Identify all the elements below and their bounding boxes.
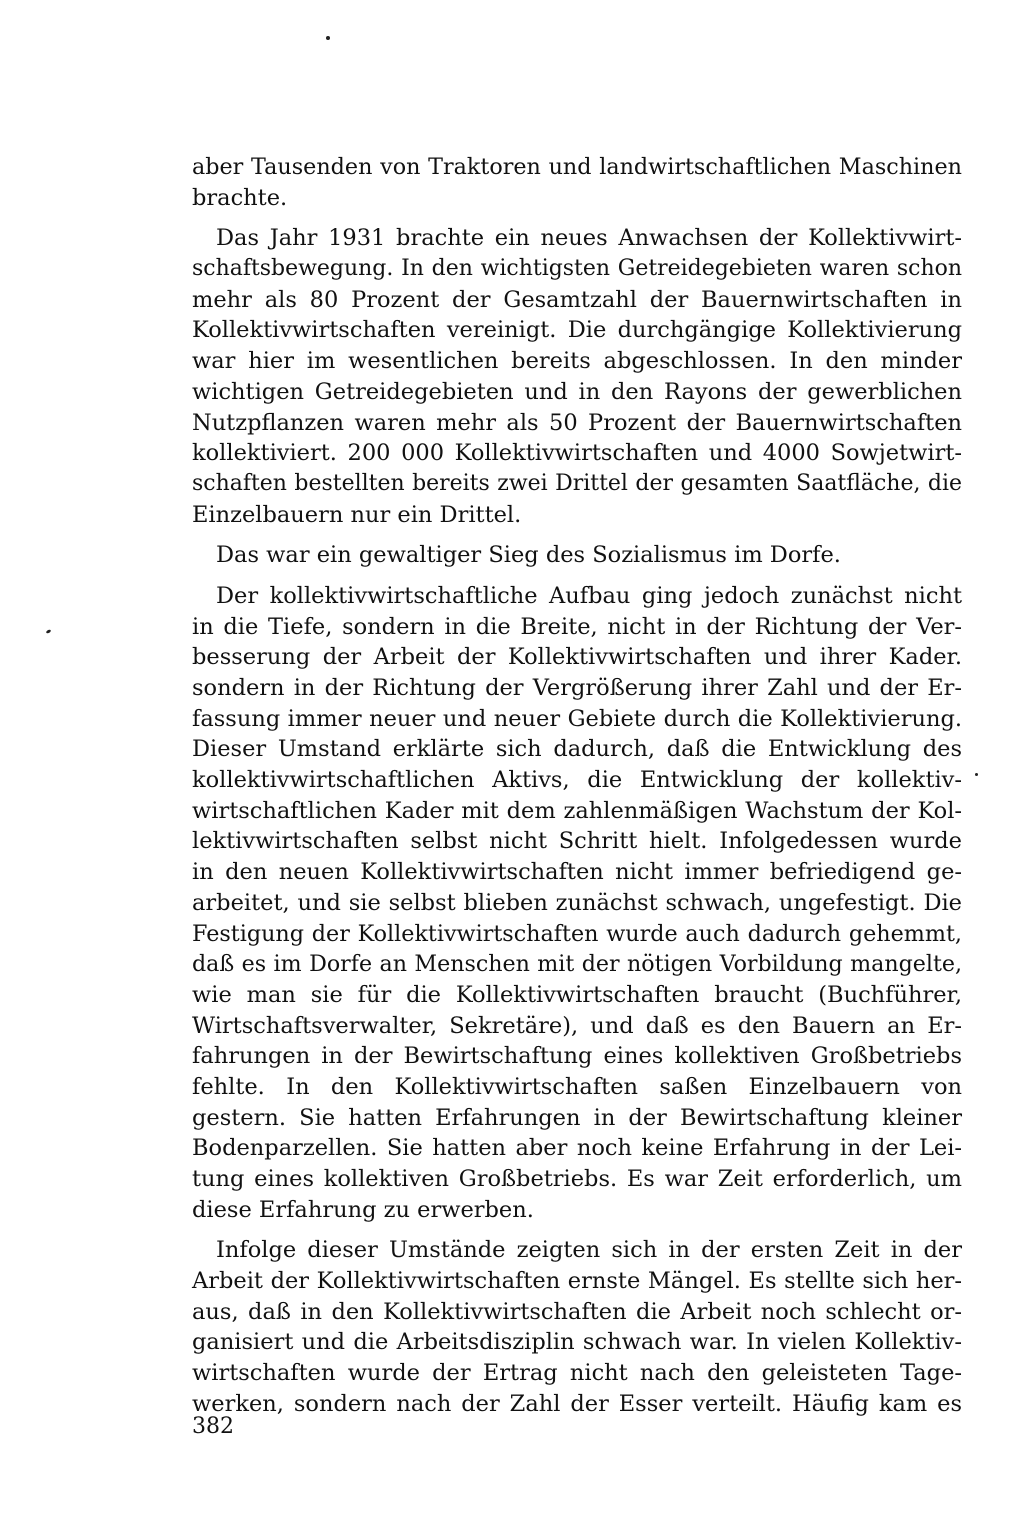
- text-line: brachte.: [192, 184, 288, 211]
- paragraph: [192, 1235, 962, 1419]
- text-line: arbeitet, und sie selbst blieben zunächst schwach, ungefestigt. Die: [192, 889, 962, 916]
- text-line: wirtschaften wurde der Ertrag nicht nach den geleisteten Tage-: [192, 1360, 962, 1387]
- text-line: aus, daß in den Kollektivwirtschaften die Arbeit noch schlecht or-: [192, 1298, 962, 1325]
- text-line: Infolge dieser Umstände zeigten sich in der ersten Zeit in der: [216, 1237, 962, 1264]
- print-speck: [975, 773, 978, 776]
- body-text: [192, 152, 962, 1420]
- text-line: diese Erfahrung zu erwerben.: [192, 1196, 534, 1223]
- text-line: kollektivwirtschaftlichen Aktivs, die Entwicklung der kollektiv-: [192, 767, 962, 794]
- text-line: Wirtschaftsverwalter, Sekretäre), und daß es den Bauern an Er-: [192, 1012, 962, 1039]
- text-line: Festigung der Kollektivwirtschaften wurde auch dadurch gehemmt,: [192, 920, 962, 947]
- text-line: gestern. Sie hatten Erfahrungen in der Bewirtschaftung kleiner: [192, 1104, 962, 1131]
- text-line: wichtigen Getreidegebieten und in den Rayons der gewerblichen: [192, 378, 962, 405]
- text-line: aber Tausenden von Traktoren und landwirtschaftlichen Maschinen: [192, 154, 962, 180]
- print-speck: [46, 629, 52, 634]
- print-speck: [326, 36, 330, 40]
- text-line: fahrungen in der Bewirtschaftung eines kollektiven Großbetriebs: [192, 1043, 962, 1070]
- text-line: kollektiviert. 200 000 Kollektivwirtschaften und 4000 Sowjetwirt-: [192, 440, 962, 467]
- text-line: werken, sondern nach der Zahl der Esser verteilt. Häufig kam es: [192, 1390, 962, 1417]
- text-line: tung eines kollektiven Großbetriebs. Es war Zeit erforderlich, um: [192, 1166, 962, 1192]
- text-line: Das war ein gewaltiger Sieg des Sozialismus im Dorfe.: [216, 542, 841, 569]
- text-line: Dieser Umstand erklärte sich dadurch, daß die Entwicklung des: [192, 736, 962, 763]
- text-line: sondern in der Richtung der Vergrößerung ihrer Zahl und der Er-: [192, 675, 962, 701]
- text-line: Der kollektivwirtschaftliche Aufbau ging jedoch zunächst nicht: [216, 582, 962, 609]
- text-line: fehlte. In den Kollektivwirtschaften saßen Einzelbauern von: [192, 1073, 962, 1100]
- text-line: war hier im wesentlichen bereits abgeschlossen. In den minder: [192, 348, 962, 375]
- text-line: ganisiert und die Arbeitsdisziplin schwach war. In vielen Kollektiv-: [192, 1329, 962, 1356]
- text-line: in die Tiefe, sondern in die Breite, nicht in der Richtung der Ver-: [192, 613, 962, 640]
- text-line: Kollektivwirtschaften vereinigt. Die durchgängige Kollektivierung: [192, 317, 962, 344]
- paragraph: [192, 540, 962, 571]
- text-line: besserung der Arbeit der Kollektivwirtschaften und ihrer Kader.: [192, 644, 962, 671]
- text-line: in den neuen Kollektivwirtschaften nicht immer befriedigend ge-: [192, 859, 962, 886]
- text-line: Das Jahr 1931 brachte ein neues Anwachsen der Kollektivwirt-: [216, 225, 962, 252]
- text-line: wirtschaftlichen Kader mit dem zahlenmäßigen Wachstum der Kol-: [192, 797, 962, 824]
- text-line: schaftsbewegung. In den wichtigsten Getreidegebieten waren schon: [192, 256, 962, 282]
- page-number: 382: [192, 1414, 234, 1439]
- text-line: lektivwirtschaften selbst nicht Schritt hielt. Infolgedessen wurde: [192, 828, 962, 855]
- text-line: daß es im Dorfe an Menschen mit der nötigen Vorbildung mangelte,: [192, 951, 962, 978]
- paragraph: [192, 223, 962, 530]
- text-line: Nutzpflanzen waren mehr als 50 Prozent der Bauernwirtschaften: [192, 409, 962, 436]
- text-line: schaften bestellten bereits zwei Drittel der gesamten Saatfläche, die: [192, 470, 962, 496]
- text-line: fassung immer neuer und neuer Gebiete durch die Kollektivierung.: [192, 705, 962, 732]
- paragraph: [192, 152, 962, 213]
- text-line: Bodenparzellen. Sie hatten aber noch keine Erfahrung in der Lei-: [192, 1135, 962, 1162]
- text-line: wie man sie für die Kollektivwirtschaften braucht (Buchführer,: [192, 981, 962, 1008]
- text-line: mehr als 80 Prozent der Gesamtzahl der Bauernwirtschaften in: [192, 286, 962, 313]
- text-line: Einzelbauern nur ein Drittel.: [192, 501, 522, 528]
- paragraph: [192, 581, 962, 1225]
- text-line: Arbeit der Kollektivwirtschaften ernste Mängel. Es stellte sich her-: [192, 1268, 962, 1295]
